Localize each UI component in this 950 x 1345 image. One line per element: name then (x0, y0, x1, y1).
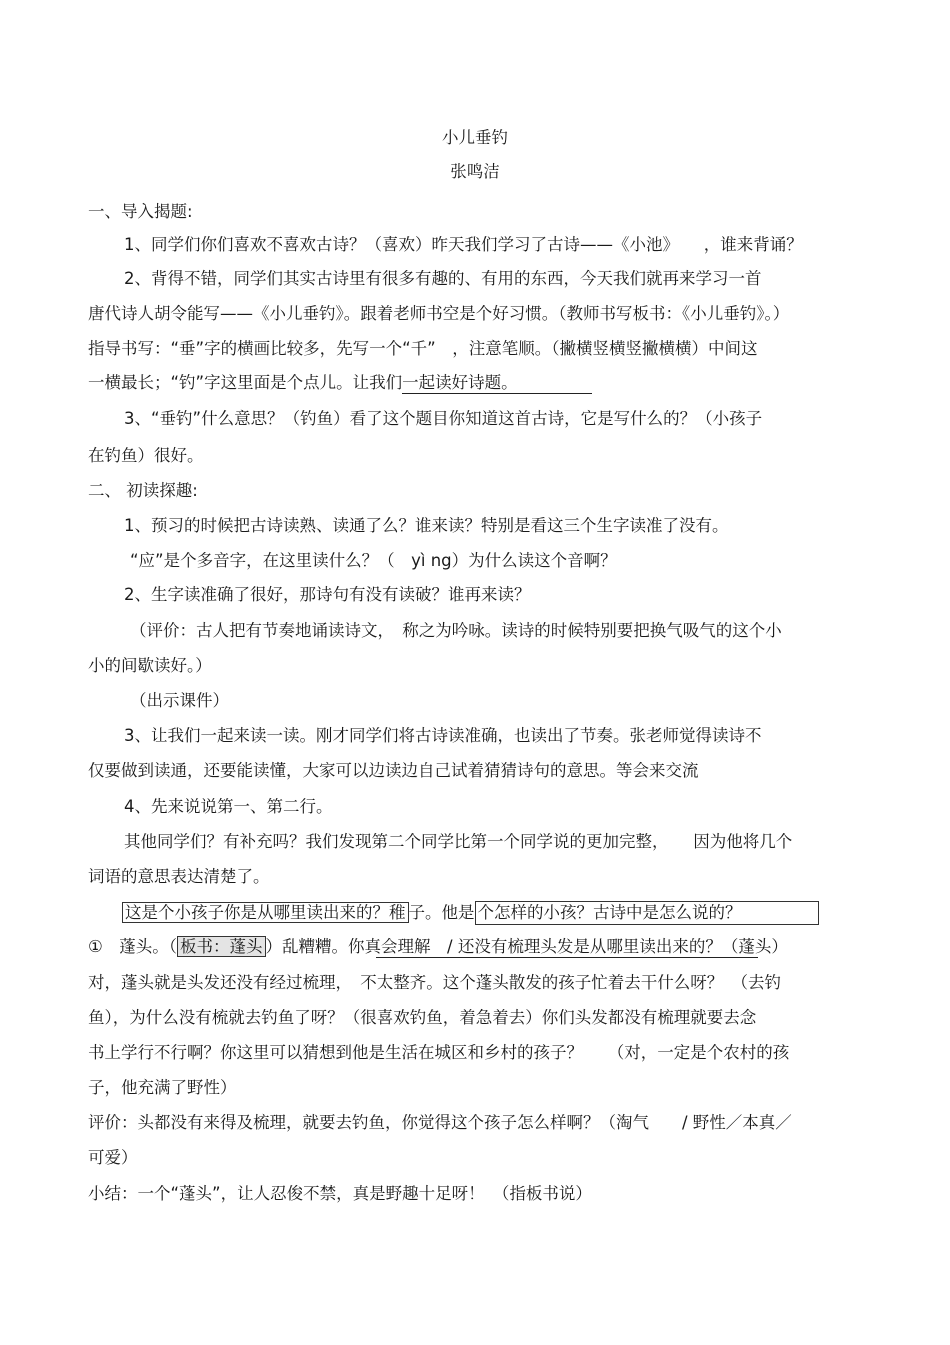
paragraph-line: 鱼），为什么没有梳就去钓鱼了呀？（很喜欢钓鱼，着急着去）你们头发都没有梳理就要去念 (88, 1008, 757, 1027)
paragraph-line: 1、同学们你们喜欢不喜欢古诗？（喜欢）昨天我们学习了古诗——《小池》 ，谁来背诵？ (124, 235, 803, 254)
underline (402, 393, 592, 394)
board-writing-highlight: 板书：蓬头 (177, 936, 266, 957)
paragraph-line: 其他同学们？有补充吗？我们发现第二个同学比第一个同学说的更加完整， 因为他将几个 (124, 832, 793, 851)
boxed-question: 个怎样的小孩？古诗中是怎么说的？ (475, 901, 819, 925)
paragraph-line: 4、先来说说第一、第二行。 (124, 797, 333, 816)
paragraph-line: 2、背得不错，同学们其实古诗里有很多有趣的、有用的东西，今天我们就再来学习一首 (124, 269, 762, 288)
paragraph-line: 书上学行不行啊？你这里可以猜想到他是生活在城区和乡村的孩子？ （对，一定是个农村的孩 (88, 1043, 790, 1062)
underlined-text: 我们一起读好诗题。 (369, 373, 518, 392)
text-span: ）乱糟糟。你 (265, 937, 365, 956)
paragraph-line: 唐代诗人胡令能写——《小儿垂钓》。跟着老师书空是个好习惯。（教师书写板书：《小儿垂钓》。） (88, 304, 790, 323)
paragraph-line: 指导书写：“垂”字的横画比较多，先写一个“千” ，注意笔顺。（撇横竖横竖撇横横）中间这 (88, 339, 758, 358)
paragraph-line: 1、预习的时候把古诗读熟、读通了么？谁来读？特别是看这三个生字读准了没有。 (124, 516, 729, 535)
paragraph-line: 小结：一个“蓬头”，让人忍俊不禁，真是野趣十足呀！ （指板书说） (88, 1184, 592, 1203)
paragraph-line (88, 372, 518, 394)
underlined-text: 真会理解 / 还没有梳理头发是从哪里读出来的？ (364, 937, 722, 956)
section-heading-1: 一、导入揭题: (88, 202, 193, 221)
boxed-question: 这是个小孩子你是从哪里读出来的？稚 (122, 902, 409, 923)
paragraph-line: 评价：头都没有来得及梳理，就要去钓鱼，你觉得这个孩子怎么样啊？（淘气 / 野性／本真／ (88, 1113, 792, 1132)
document-title: 小儿垂钓 (442, 128, 508, 147)
paragraph-line-boxed (122, 901, 819, 923)
paragraph-line: （评价：古人把有节奏地诵读诗文， 称之为吟咏。读诗的时候特别要把换气吸气的这个小 (130, 621, 782, 640)
text-span: 一横最长；“钓”字这里面是个点儿。让 (88, 373, 370, 392)
paragraph-line: （出示课件） (130, 691, 229, 710)
section-heading-2: 二、 初读探趣: (88, 481, 198, 500)
paragraph-line: 3、让我们一起来读一读。刚才同学们将古诗读准确，也读出了节奏。张老师觉得读诗不 (124, 726, 762, 745)
paragraph-line: 仅要做到读通，还要能读懂，大家可以边读边自己试着猜猜诗句的意思。等会来交流 (88, 761, 699, 780)
document-author: 张鸣洁 (450, 162, 500, 181)
paragraph-line: 3、“垂钓”什么意思？（钓鱼）看了这个题目你知道这首古诗，它是写什么的？（小孩子 (124, 409, 763, 428)
text-span: ① 蓬头。（ (88, 937, 178, 956)
underline (376, 957, 758, 958)
paragraph-line: 对，蓬头就是头发还没有经过梳理， 不太整齐。这个蓬头散发的孩子忙着去干什么呀？ （去钓 (88, 973, 781, 992)
paragraph-line: “应”是个多音字，在这里读什么？（ yì ng）为什么读这个音啊？ (130, 551, 617, 570)
paragraph-line: 子，他充满了野性） (88, 1078, 237, 1097)
paragraph-line (88, 936, 788, 958)
text-span: 子。他是 (408, 903, 475, 922)
paragraph-line: 在钓鱼）很好。 (88, 446, 204, 465)
paragraph-line: 可爱） (88, 1148, 138, 1167)
paragraph-line: 小的间歇读好。） (88, 656, 212, 675)
paragraph-line: 2、生字读准确了很好，那诗句有没有读破？谁再来读？ (124, 585, 531, 604)
text-span: （蓬头） (721, 937, 788, 956)
paragraph-line: 词语的意思表达清楚了。 (88, 867, 270, 886)
